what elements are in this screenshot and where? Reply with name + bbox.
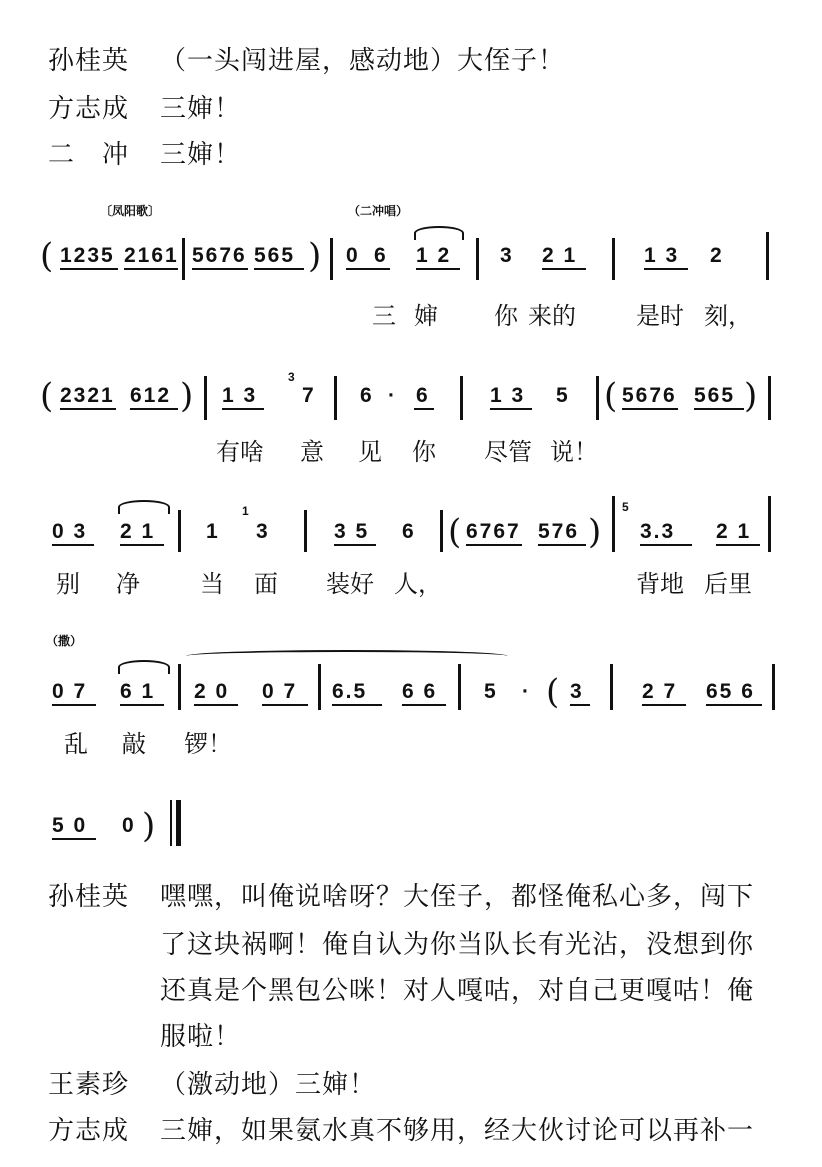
- dialogue-line: 服啦！: [160, 1022, 242, 1052]
- close-paren: ): [588, 512, 602, 552]
- dialogue-line: 三婶！: [160, 140, 242, 170]
- barline: [334, 376, 337, 420]
- dialogue-line: 三婶！: [160, 94, 242, 124]
- melody-note: 3 5: [334, 520, 370, 543]
- melody-note: 2 0: [194, 680, 230, 703]
- underline: [60, 268, 118, 270]
- underline: [52, 838, 96, 840]
- grace-note: 1: [242, 504, 249, 518]
- underline: [120, 544, 164, 546]
- melody-note: 3.3: [640, 520, 676, 543]
- barline: [766, 232, 769, 280]
- dialogue-line: 三婶，如果氨水真不够用，经大伙讨论可以再补一: [160, 1116, 755, 1146]
- intro-note: 612: [130, 384, 172, 407]
- underline: [346, 268, 390, 270]
- barline: [460, 376, 463, 420]
- melody-note: 3: [570, 680, 584, 703]
- intro-note: 1235: [60, 244, 115, 267]
- dialogue-line: （激动地）三婶！: [160, 1070, 377, 1100]
- melody-note: ·: [388, 384, 397, 407]
- speaker-fang-zhicheng: 方志成: [48, 94, 130, 124]
- lyric: 人，: [394, 570, 442, 598]
- melody-note: 0 7: [52, 680, 88, 703]
- open-paren: (: [40, 236, 54, 276]
- interlude-note: 576: [538, 520, 580, 543]
- lyric: 敲: [122, 730, 146, 758]
- intro-note: 565: [254, 244, 296, 267]
- melody-note: 2 1: [716, 520, 752, 543]
- tie: [186, 650, 508, 662]
- underline: [192, 268, 248, 270]
- final-barline-thin: [170, 800, 172, 846]
- slur: [414, 226, 464, 240]
- tune-label: 〔凤阳歌〕: [100, 204, 161, 218]
- melody-note: 0: [122, 814, 136, 837]
- interlude-note: 565: [694, 384, 736, 407]
- melody-note: 7: [302, 384, 316, 407]
- melody-note: 1 3: [222, 384, 258, 407]
- melody-note: 3: [256, 520, 270, 543]
- barline: [440, 510, 443, 552]
- melody-note: ·: [522, 680, 531, 703]
- melody-note: 1 3: [490, 384, 526, 407]
- lyric: 当: [200, 570, 224, 598]
- barline: [768, 496, 771, 552]
- barline: [612, 238, 615, 280]
- close-paren: ): [744, 376, 758, 416]
- barline: [304, 510, 307, 552]
- melody-note: 5: [484, 680, 498, 703]
- barline: [458, 664, 461, 710]
- grace-note: 5: [622, 500, 629, 514]
- underline: [124, 268, 178, 270]
- barline: [476, 238, 479, 280]
- underline: [640, 544, 692, 546]
- interlude-note: 5676: [622, 384, 677, 407]
- lyric: 尽管: [484, 438, 532, 466]
- underline: [538, 544, 586, 546]
- melody-note: 5: [556, 384, 570, 407]
- barline: [204, 376, 207, 420]
- speaker-er-chong: 二 冲: [48, 140, 130, 170]
- lyric: 后里: [704, 570, 752, 598]
- melody-note: 65 6: [706, 680, 755, 703]
- melody-note: 2 1: [120, 520, 156, 543]
- underline: [402, 704, 446, 706]
- underline: [416, 268, 460, 270]
- underline: [644, 268, 688, 270]
- melody-note: 6: [360, 384, 374, 407]
- melody-note: 1 2: [416, 244, 452, 267]
- lyric: 你: [494, 302, 518, 330]
- lyric: 面: [254, 570, 278, 598]
- grace-note: 3: [288, 370, 295, 384]
- barline: [182, 238, 185, 280]
- open-paren: (: [546, 672, 560, 712]
- lyric: 背地: [636, 570, 684, 598]
- melody-note: 1: [206, 520, 220, 543]
- melody-note: 6 1: [120, 680, 156, 703]
- melody-note: 6: [402, 520, 416, 543]
- lyric: 锣！: [184, 730, 232, 758]
- underline: [542, 268, 586, 270]
- open-paren: (: [604, 376, 618, 416]
- underline: [52, 704, 96, 706]
- underline: [254, 268, 304, 270]
- barline: [768, 376, 771, 420]
- interlude-note: 6767: [466, 520, 521, 543]
- underline: [570, 704, 590, 706]
- underline: [222, 408, 264, 410]
- slur: [118, 500, 170, 514]
- melody-note: 6: [416, 384, 430, 407]
- speaker-sun-guiying: 孙桂英: [48, 46, 130, 76]
- underline: [694, 408, 744, 410]
- underline: [194, 704, 238, 706]
- underline: [60, 408, 116, 410]
- underline: [334, 544, 376, 546]
- lyric: 你: [412, 438, 436, 466]
- intro-note: 2321: [60, 384, 115, 407]
- melody-note: 2 1: [542, 244, 578, 267]
- melody-note: 6.5: [332, 680, 368, 703]
- barline: [612, 496, 615, 552]
- dialogue-line: 了这块祸啊！俺自认为你当队长有光沾，没想到你: [160, 930, 755, 960]
- barline: [610, 664, 613, 710]
- lyric: 意: [300, 438, 324, 466]
- slur: [118, 660, 170, 674]
- melody-note: 2 7: [642, 680, 678, 703]
- melody-note: 0 7: [262, 680, 298, 703]
- dialogue-line: 嘿嘿，叫俺说啥呀？大侄子，都怪俺私心多，闯下: [160, 882, 755, 912]
- underline: [414, 408, 434, 410]
- tempo-mark: （撒）: [46, 634, 83, 648]
- lyric: 三: [372, 302, 396, 330]
- underline: [262, 704, 308, 706]
- final-barline-thick: [176, 800, 181, 846]
- lyric: 乱: [64, 730, 88, 758]
- underline: [120, 704, 164, 706]
- melody-note: 1 3: [644, 244, 680, 267]
- underline: [490, 408, 532, 410]
- singer-label: （二冲唱）: [348, 204, 409, 218]
- dialogue-line: （一头闯进屋，感动地）大侄子！: [160, 46, 566, 76]
- intro-note: 5676: [192, 244, 247, 267]
- barline: [178, 510, 181, 552]
- lyric: 别: [56, 570, 80, 598]
- melody-note: 5 0: [52, 814, 88, 837]
- underline: [332, 704, 382, 706]
- lyric: 装好: [326, 570, 374, 598]
- melody-note: 0: [346, 244, 360, 267]
- close-paren: ): [180, 376, 194, 416]
- intro-note: 2161: [124, 244, 179, 267]
- lyric: 刻，: [704, 302, 752, 330]
- barline: [178, 664, 181, 710]
- lyric: 婶: [414, 302, 438, 330]
- lyric: 有啥: [216, 438, 264, 466]
- underline: [622, 408, 678, 410]
- lyric: 是时: [636, 302, 684, 330]
- speaker-wang-suzhen: 王素珍: [48, 1070, 130, 1100]
- lyric: 说！: [550, 438, 598, 466]
- underline: [466, 544, 522, 546]
- barline: [330, 238, 333, 280]
- melody-note: 2: [710, 244, 724, 267]
- barline: [596, 376, 599, 420]
- close-paren: ): [142, 806, 156, 846]
- lyric: 见: [358, 438, 382, 466]
- barline: [318, 664, 321, 710]
- underline: [52, 544, 94, 546]
- underline: [706, 704, 762, 706]
- lyric: 来的: [528, 302, 576, 330]
- close-paren: ): [308, 236, 322, 276]
- dialogue-line: 还真是个黑包公咪！对人嘎咕，对自己更嘎咕！俺: [160, 976, 755, 1006]
- underline: [130, 408, 178, 410]
- speaker-fang-zhicheng: 方志成: [48, 1116, 130, 1146]
- barline: [772, 664, 775, 710]
- lyric: 净: [116, 570, 140, 598]
- underline: [642, 704, 686, 706]
- melody-note: 3: [500, 244, 514, 267]
- melody-note: 0 3: [52, 520, 88, 543]
- melody-note: 6 6: [402, 680, 438, 703]
- underline: [716, 544, 760, 546]
- open-paren: (: [40, 376, 54, 416]
- melody-note: 6: [374, 244, 388, 267]
- speaker-sun-guiying: 孙桂英: [48, 882, 130, 912]
- open-paren: (: [448, 512, 462, 552]
